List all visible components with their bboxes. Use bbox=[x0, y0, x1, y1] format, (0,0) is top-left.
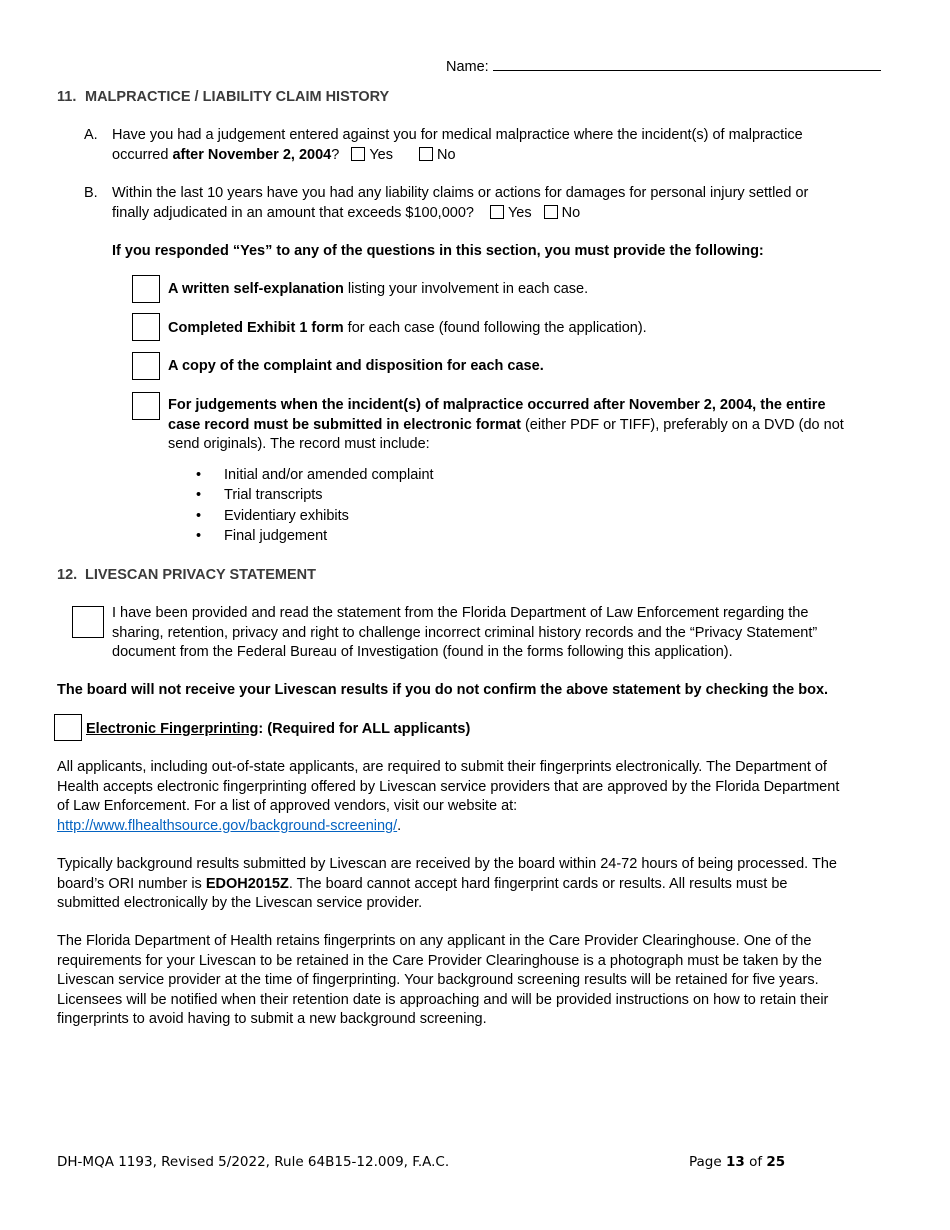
requirement-1-checkbox[interactable] bbox=[132, 275, 160, 303]
section-title: MALPRACTICE / LIABILITY CLAIM HISTORY bbox=[85, 89, 390, 105]
page-number: Page 13 of 25 bbox=[689, 1154, 786, 1170]
background-screening-link[interactable]: http://www.flhealthsource.gov/background-screening/ bbox=[57, 817, 398, 834]
requirement-2-checkbox[interactable] bbox=[132, 313, 160, 341]
fingerprinting-heading: Electronic Fingerprinting: (Required for ALL applicants) bbox=[86, 721, 471, 737]
fingerprint-paragraph-1: All applicants, including out-of-state applicants, are required to submit their fingerprints electronically. The Department of Health accepts electronic fingerprinting offered by Livescan service providers that are approved by the Florida Department of Law Enforcement. For a list of approved vendors, visit our website at: http://www.flhealthsource.gov/background-screening/. bbox=[57, 759, 840, 834]
fingerprint-paragraph-2: Typically background results submitted by Livescan are received by the board within 24-72 hours of being processed. The board’s ORI number is EDOH2015Z. The board cannot accept hard fingerprint cards or results. All results must be submitted electronically by the Livescan service provider. bbox=[57, 856, 837, 911]
section-12-heading bbox=[57, 566, 316, 585]
yes-label: Yes bbox=[507, 204, 532, 221]
fingerprint-paragraph-3: The Florida Department of Health retains fingerprints on any applicant in the Care Provider Clearinghouse. One of the requirements for your Livescan to be retained in the Care Provider Clearinghouse is a photograph must be taken by the Livescan service provider at the time of fingerprinting. Your background screening results will be retained for five years. Licensees will be notified when their retention date is approaching and will be provided instructions on how to retain their fingerprints to avoid having to submit a new background screening. bbox=[57, 933, 829, 1027]
requirement-3-checkbox[interactable] bbox=[132, 352, 160, 380]
requirement-4-text: For judgements when the incident(s) of malpractice occurred after November 2, 2004, the entire case record must be submitted in electronic format (either PDF or TIFF), preferably on a DVD (do not send originals). The record must include: bbox=[168, 397, 844, 452]
question-a-letter: A. bbox=[84, 127, 98, 143]
name-label: Name: bbox=[446, 59, 489, 75]
list-item: • Initial and/or amended complaint bbox=[196, 467, 434, 483]
instruction-text: If you responded “Yes” to any of the questions in this section, you must provide the following: bbox=[112, 243, 764, 259]
question-a-line1: Have you had a judgement entered against you for medical malpractice where the incident(s) of malpractice bbox=[112, 127, 803, 143]
question-b-line2: finally adjudicated in an amount that exceeds $100,000? Yes No bbox=[112, 204, 581, 221]
question-b-no-checkbox[interactable] bbox=[544, 205, 558, 219]
question-b bbox=[112, 184, 912, 223]
section-number: 12. bbox=[57, 567, 78, 583]
question-b-letter: B. bbox=[84, 185, 98, 201]
fingerprinting-checkbox[interactable] bbox=[54, 714, 82, 741]
question-b-line1: Within the last 10 years have you had any liability claims or actions for damages for personal injury settled or bbox=[112, 185, 809, 201]
section-title: LIVESCAN PRIVACY STATEMENT bbox=[85, 567, 316, 583]
question-a-no-checkbox[interactable] bbox=[419, 147, 433, 161]
case-record-list bbox=[196, 465, 434, 547]
requirement-2-text: Completed Exhibit 1 form for each case (found following the application). bbox=[168, 320, 647, 336]
name-field-row bbox=[446, 56, 886, 77]
list-item: • Trial transcripts bbox=[196, 487, 323, 504]
list-item: • Evidentiary exhibits bbox=[196, 507, 349, 524]
question-b-yes-checkbox[interactable] bbox=[490, 205, 504, 219]
question-a bbox=[112, 126, 912, 165]
requirement-1-text: A written self-explanation listing your involvement in each case. bbox=[168, 281, 589, 297]
no-label: No bbox=[561, 204, 581, 221]
form-identifier: DH-MQA 1193, Revised 5/2022, Rule 64B15-12.009, F.A.C. bbox=[57, 1154, 450, 1170]
no-label: No bbox=[436, 146, 456, 163]
requirement-3-text: A copy of the complaint and disposition for each case. bbox=[168, 358, 544, 374]
question-a-line2: occurred after November 2, 2004? Yes No bbox=[112, 146, 456, 163]
section-11-heading bbox=[57, 88, 389, 107]
privacy-statement-checkbox[interactable] bbox=[72, 606, 104, 638]
yes-label: Yes bbox=[369, 146, 393, 163]
livescan-warning: The board will not receive your Livescan results if you do not confirm the above statement by checking the box. bbox=[57, 682, 829, 698]
requirement-4-checkbox[interactable] bbox=[132, 392, 160, 420]
section-number: 11. bbox=[57, 89, 77, 105]
privacy-statement-text: I have been provided and read the statement from the Florida Department of Law Enforcement regarding the sharing, retention, privacy and right to challenge incorrect criminal history records and the “Privacy Statement” document from the Federal Bureau of Investigation (found in the forms following this application). bbox=[112, 605, 818, 660]
question-a-yes-checkbox[interactable] bbox=[351, 147, 365, 161]
list-item: • Final judgement bbox=[196, 528, 328, 545]
name-input-line[interactable] bbox=[493, 56, 881, 71]
